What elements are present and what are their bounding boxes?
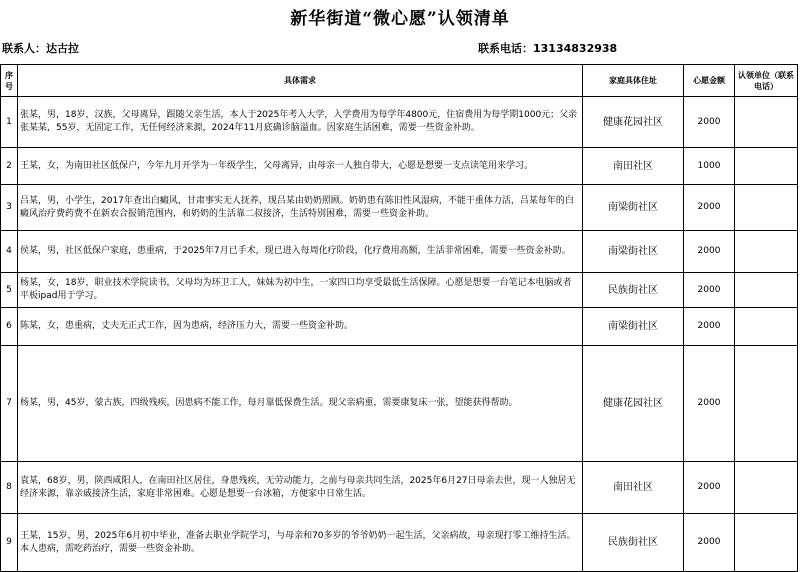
table-row [1,514,798,572]
cell-amount: 2000 [684,97,735,148]
table-row [1,148,798,185]
cell-org [735,148,798,185]
header-org: 认领单位（联系电话） [735,65,798,97]
cell-no: 7 [1,346,18,462]
cell-no: 8 [1,462,18,514]
cell-amount: 2000 [684,514,735,572]
cell-desc: 杨某，女，18岁，职业技术学院读书，父母均为环卫工人，妹妹为初中生，一家四口均享受最低生活保障。心愿是想要一台笔记本电脑或者平板ipad用于学习。 [18,273,583,308]
cell-amount: 2000 [684,308,735,346]
cell-org [735,514,798,572]
header-desc: 具体需求 [18,65,583,97]
cell-no: 6 [1,308,18,346]
contact-row [0,38,800,60]
cell-org [735,462,798,514]
table-header-row [1,65,798,97]
contact-person [2,38,79,60]
cell-desc: 杨某，男，45岁，蒙古族，四级残疾，因患病不能工作，每月靠低保费生活。现父亲病重，需要康复床一张，望能获得帮助。 [18,346,583,462]
table-row [1,462,798,514]
cell-desc: 陈某，女，患重病，丈夫无正式工作，因为患病，经济压力大，需要一些资金补助。 [18,308,583,346]
header-addr: 家庭具体住址 [583,65,684,97]
cell-amount: 2000 [684,185,735,231]
cell-addr: 健康花园社区 [583,97,684,148]
table-row [1,308,798,346]
table-row [1,97,798,148]
cell-addr: 南梁街社区 [583,231,684,273]
header-no: 序号 [1,65,18,97]
cell-desc: 张某，男，18岁，汉族，父母离异，跟随父亲生活，本人于2025年考入大学，入学费用为每学年4800元，住宿费用为每学期1000元；父亲张某某，55岁，无固定工作，无任何经济来源，2024年11月底确诊脑溢血。因家庭生活困难，需要一些资金补助。 [18,97,583,148]
cell-addr: 民族街社区 [583,514,684,572]
cell-amount: 2000 [684,462,735,514]
header-amount: 心愿金额 [684,65,735,97]
cell-amount: 1000 [684,148,735,185]
table-row [1,185,798,231]
cell-addr: 南田社区 [583,462,684,514]
cell-org [735,185,798,231]
cell-no: 1 [1,97,18,148]
table-row [1,273,798,308]
contact-phone [478,38,617,60]
cell-org [735,346,798,462]
cell-addr: 南梁街社区 [583,308,684,346]
cell-addr: 南梁街社区 [583,185,684,231]
cell-addr: 民族街社区 [583,273,684,308]
cell-desc: 吕某，男，小学生，2017年查出白癜风，甘肃事实无人抚养，现吕某由奶奶照顾。奶奶患有陈旧性风湿病，不能干重体力活，吕某每年的白癜风治疗费药费不在新农合报销范围内，和奶奶的生活靠二叔接济，生活特别困难，需要一些资金补助。 [18,185,583,231]
cell-desc: 侯某，男，社区低保户家庭，患重病，于2025年7月已手术，现已进入每周化疗阶段，化疗费用高额，生活非常困难，需要一些资金补助。 [18,231,583,273]
cell-no: 2 [1,148,18,185]
table-row [1,231,798,273]
cell-desc: 王某，15岁，男，2025年6月初中毕业，准备去职业学院学习，与母亲和70多岁的爷爷奶奶一起生活，父亲病故，母亲现打零工维持生活。本人患病，需吃药治疗，需要一些资金补助。 [18,514,583,572]
cell-no: 9 [1,514,18,572]
table-row [1,346,798,462]
cell-addr: 南田社区 [583,148,684,185]
cell-addr: 健康花园社区 [583,346,684,462]
contact-phone-number: 13134832938 [533,42,618,55]
contact-phone-label: 联系电话： [478,42,533,55]
contact-person-label: 联系人： [2,42,46,55]
cell-amount: 2000 [684,273,735,308]
cell-org [735,231,798,273]
cell-no: 4 [1,231,18,273]
cell-org [735,97,798,148]
cell-org [735,308,798,346]
contact-person-name: 达古拉 [46,42,79,55]
wish-list-table [0,64,798,572]
cell-desc: 袁某，68岁，男，陕西咸阳人，在南田社区居住，身患残疾，无劳动能力，之前与母亲共同生活，2025年6月27日母亲去世，现一人独居无经济来源，靠亲戚接济生活，家庭非常困难。心愿是想要一台冰箱，方便家中日常生活。 [18,462,583,514]
page-title: 新华街道“微心愿”认领清单 [290,9,510,29]
cell-no: 5 [1,273,18,308]
cell-desc: 王某，女，为南田社区低保户，今年九月开学为一年级学生，父母离异，由母亲一人独自带大，心愿是想要一支点读笔用来学习。 [18,148,583,185]
cell-no: 3 [1,185,18,231]
cell-amount: 2000 [684,231,735,273]
cell-org [735,273,798,308]
cell-amount: 2000 [684,346,735,462]
